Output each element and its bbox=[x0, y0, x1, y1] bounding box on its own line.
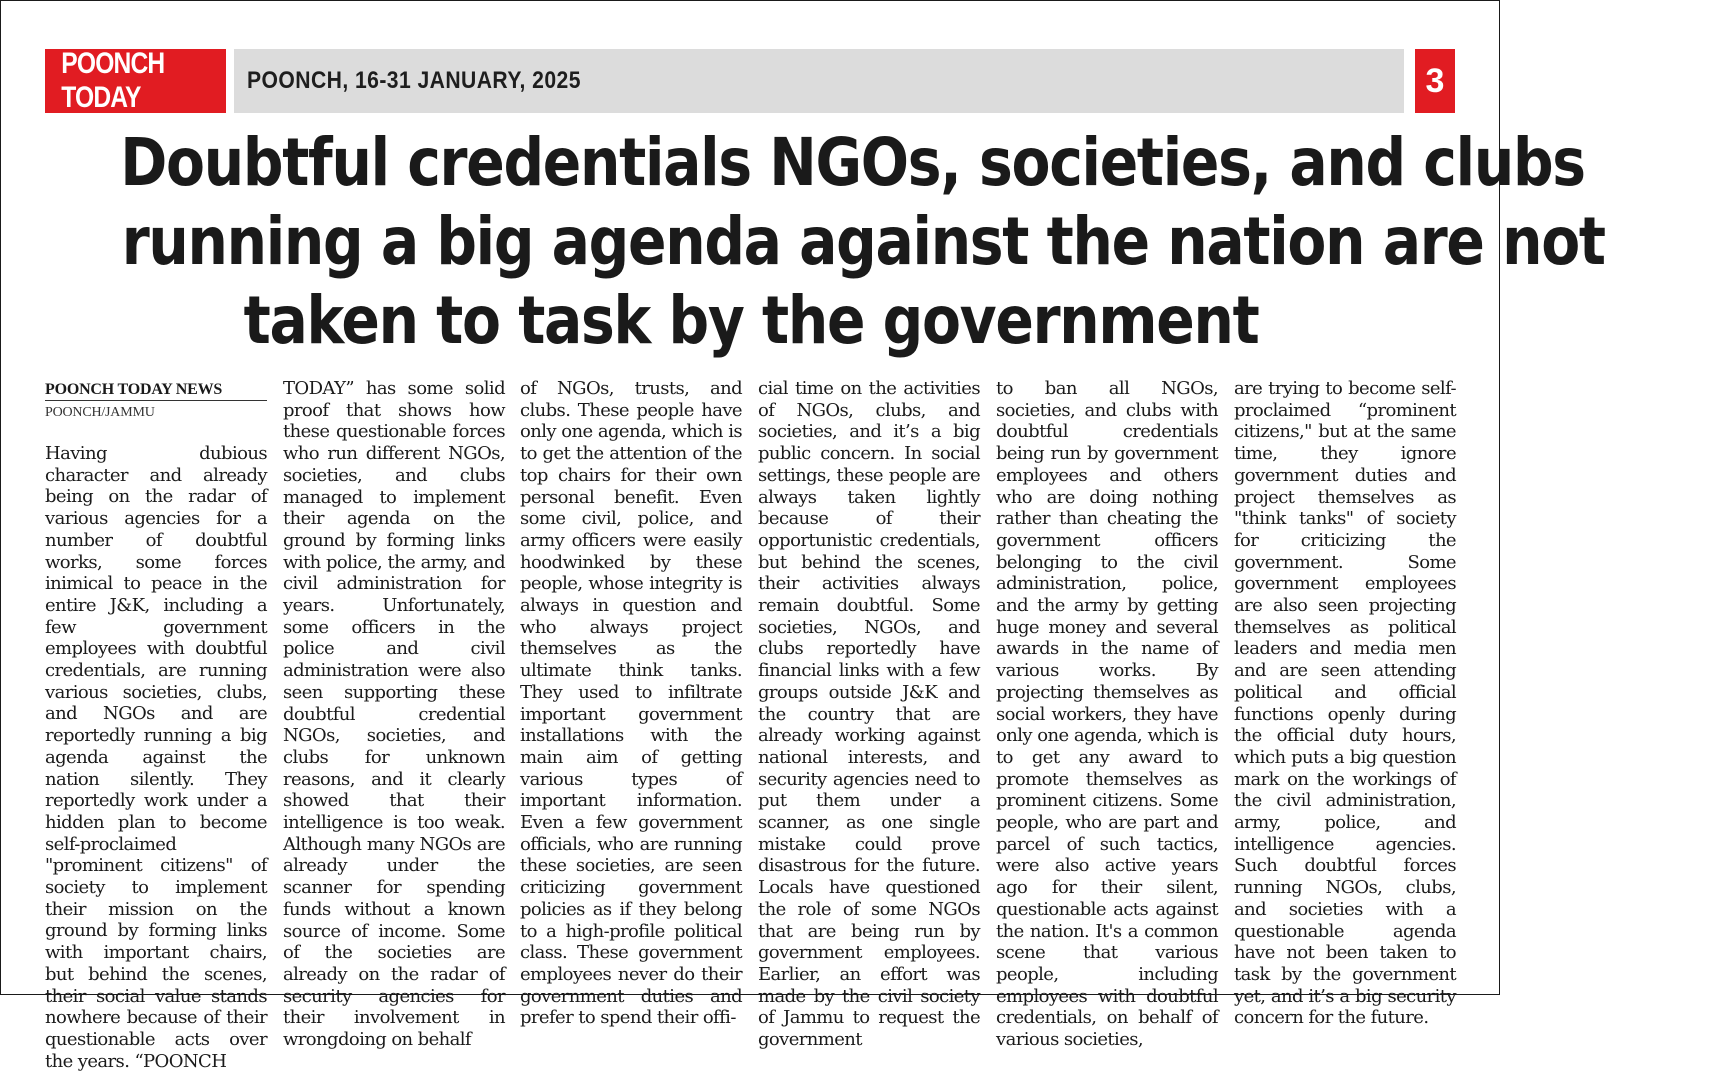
column-text: of NGOs, trusts, and clubs. These people have only one agenda, which is to get the attention of the top chairs for their own personal benefit. Even some civil, police, and army officers were easily hoodwinked by these people, whose integrity is always in question and who always project themselves as the ultimate think tanks. They used to infiltrate important government installations with the main aim of getting various types of important information. Even a few government officials, who are running these societies, are seen criticizing government policies as if they belong to a high-profile political class. These government employees never do their government duties and prefer to spend their offi- bbox=[520, 378, 742, 1029]
article-column-3 bbox=[520, 378, 742, 1029]
logo-text: POONCH TODAY bbox=[61, 47, 165, 114]
article-column-2 bbox=[283, 378, 505, 1051]
dateline-bar bbox=[234, 49, 1404, 113]
headline-line-1: Doubtful credentials NGOs, societies, and clubs bbox=[120, 124, 1585, 201]
article-column-6 bbox=[1234, 378, 1456, 1029]
issue-dateline: POONCH, 16-31 JANUARY, 2025 bbox=[247, 67, 581, 94]
column-text: TODAY” has some solid proof that shows how these questionable forces who run different NGOs, societies, and clubs managed to implement their agenda on the ground by forming links with police, the army, and civil administration for years. Unfortunately, some officers in the police and civil administration were also seen supporting these doubtful credential NGOs, societies, and clubs for unknown reasons, and it clearly showed that their intelligence is too weak. Although many NGOs are already under the scanner for spending funds without a known source of income. Some of the societies are already on the radar of security agencies for their involvement in wrongdoing on behalf bbox=[283, 378, 505, 1051]
column-text: are trying to become self-proclaimed “prominent citizens," but at the same time, they ignore government duties and project themselves as "think tanks" of society for criticizing the government. Some government employees are also seen projecting themselves as political leaders and media men and are seen attending political and official functions openly during the official duty hours, which puts a big question mark on the workings of the civil administration, army, police, and intelligence agencies. Such doubtful forces running NGOs, clubs, and societies with a questionable agenda have not been taken to task by the government yet, and it’s a big security concern for the future. bbox=[1234, 378, 1456, 1029]
masthead-logo bbox=[45, 49, 226, 113]
headline-line-3: taken to task by the government bbox=[243, 282, 1259, 359]
column-text: cial time on the activities of NGOs, clubs, and societies, and it’s a big public concern. In social settings, these people are always taken lightly because of their opportunistic credentials, but behind the scenes, their activities always remain doubtful. Some societies, NGOs, and clubs reportedly have financial links with a few groups outside J&K and the country that are already working against national interests, and security agencies need to put them under a scanner, as one single mistake could prove disastrous for the future. Locals have questioned the role of some NGOs that are being run by government employees. Earlier, an effort was made by the civil society of Jammu to request the government bbox=[758, 378, 980, 1051]
byline-source: POONCH TODAY NEWS bbox=[45, 380, 267, 401]
article-column-5 bbox=[996, 378, 1218, 1051]
page-number: 3 bbox=[1415, 49, 1455, 113]
byline-place: POONCH/JAMMU bbox=[45, 405, 155, 420]
headline bbox=[1, 123, 1605, 360]
column-text: to ban all NGOs, societies, and clubs with doubtful credentials being run by government employees and others who are doing nothing rather than cheating the government officers belonging to the civil administration, police, and the army by getting huge money and several awards in the name of various works. By projecting themselves as social workers, they have only one agenda, which is to get any award to promote themselves as prominent citizens. Some people, who are part and parcel of such tactics, were also active years ago for their silent, questionable acts against the nation. It's a common scene that various people, including employees with doubtful credentials, on behalf of various societies, bbox=[996, 378, 1218, 1051]
article-column-1 bbox=[45, 378, 267, 1072]
article-column-4 bbox=[758, 378, 980, 1051]
column-text: Having dubious character and already being on the radar of various agencies for a number of doubtful works, some forces inimical to peace in the entire J&K, including a few government employees with doubtful credentials, are running various societies, clubs, and NGOs and are reportedly running a big agenda against the nation silently. They reportedly work under a hidden plan to become self-proclaimed "prominent citizens" of society to implement their mission on the ground by forming links with important chairs, but behind the scenes, their social value stands nowhere because of their questionable acts over the years. “POONCH bbox=[45, 443, 267, 1072]
headline-line-2: running a big agenda against the nation are not bbox=[121, 203, 1605, 280]
